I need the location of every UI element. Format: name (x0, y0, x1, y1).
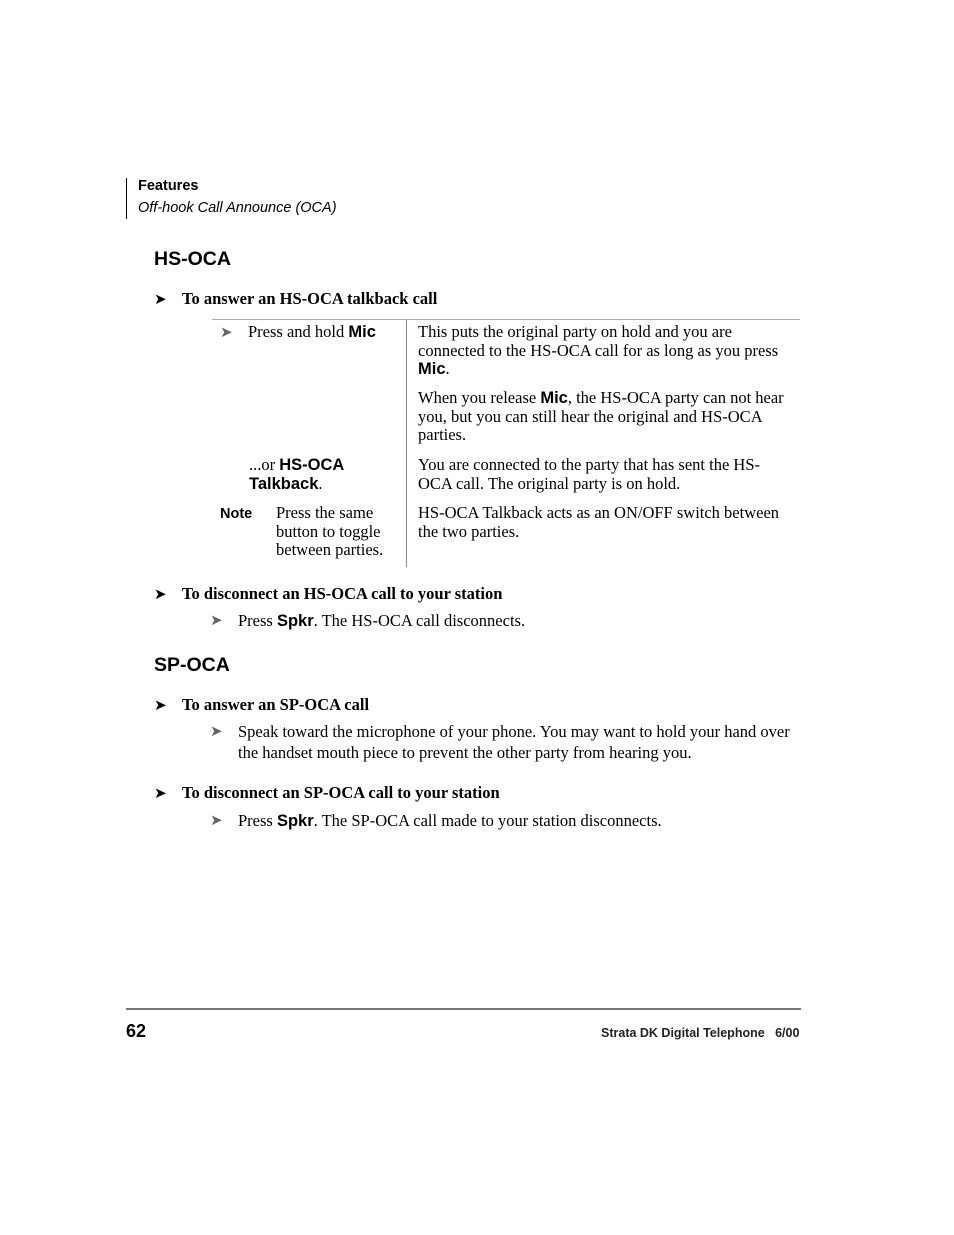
arrow-right-icon: ➤ (154, 784, 167, 802)
arrow-right-icon: ➤ (220, 323, 233, 341)
table-row-action-talkback: ...or HS-OCA Talkback. (249, 455, 344, 493)
key-label-mic: Mic (540, 389, 568, 407)
table-row-result-talkback: You are connected to the party that has sent the HS-OCA call. The original party is on hold. (418, 455, 760, 493)
table-row-result-mic-release: When you release Mic, the HS-OCA party can not hear you, but you can still hear the original and HS-OCA parties. (418, 388, 784, 444)
note-text: Press the same button to toggle between parties. (276, 503, 384, 559)
table-row-result-mic-hold: This puts the original party on hold and you are connected to the HS-OCA call for as long as you press Mic. (418, 322, 779, 378)
key-label-spkr: Spkr (276, 812, 314, 830)
key-label-spkr: Spkr (276, 612, 314, 630)
running-header-subtitle: Off-hook Call Announce (OCA) (138, 200, 337, 216)
arrow-right-icon: ➤ (154, 696, 167, 714)
key-label-mic: Mic (348, 323, 376, 341)
task-heading-answer-hs-oca: ➤ To answer an HS-OCA talkback call (154, 289, 438, 308)
footer-doc-title: Strata DK Digital Telephone 6/00 (601, 1026, 800, 1040)
task-heading-disconnect-sp-oca: ➤ To disconnect an SP-OCA call to your station (154, 783, 500, 802)
task-heading-disconnect-hs-oca: ➤ To disconnect an HS-OCA call to your station (154, 584, 503, 603)
key-label-hs-oca-talkback: HS-OCA Talkback (249, 456, 344, 493)
task-heading-answer-sp-oca: ➤ To answer an SP-OCA call (154, 695, 370, 714)
header-rule (126, 178, 127, 219)
page-number: 62 (126, 1021, 147, 1041)
section-heading-hs-oca: HS-OCA (154, 248, 231, 270)
step-answer-sp-oca: ➤ Speak toward the microphone of your phone. You may want to hold your hand over the handset mouth piece to prevent the other party from hearing you. (210, 722, 790, 762)
table-top-rule (212, 319, 800, 320)
arrow-right-icon: ➤ (210, 611, 223, 629)
arrow-right-icon: ➤ (154, 290, 167, 308)
running-header-title: Features (138, 178, 199, 194)
footer-rule (126, 1008, 801, 1010)
arrow-right-icon: ➤ (210, 722, 223, 740)
arrow-right-icon: ➤ (210, 811, 223, 829)
table-row-action-press-mic: ➤ Press and hold Mic (220, 322, 376, 341)
note-label: Note (220, 506, 253, 522)
note-result: HS-OCA Talkback acts as an ON/OFF switch between the two parties. (418, 503, 780, 541)
arrow-right-icon: ➤ (154, 585, 167, 603)
section-heading-sp-oca: SP-OCA (154, 654, 230, 676)
step-disconnect-sp-oca: ➤ Press Spkr. The SP-OCA call made to your station disconnects. (210, 811, 662, 830)
table-column-rule (406, 320, 407, 567)
step-disconnect-hs-oca: ➤ Press Spkr. The HS-OCA call disconnects. (210, 611, 526, 630)
key-label-mic: Mic (418, 360, 446, 378)
